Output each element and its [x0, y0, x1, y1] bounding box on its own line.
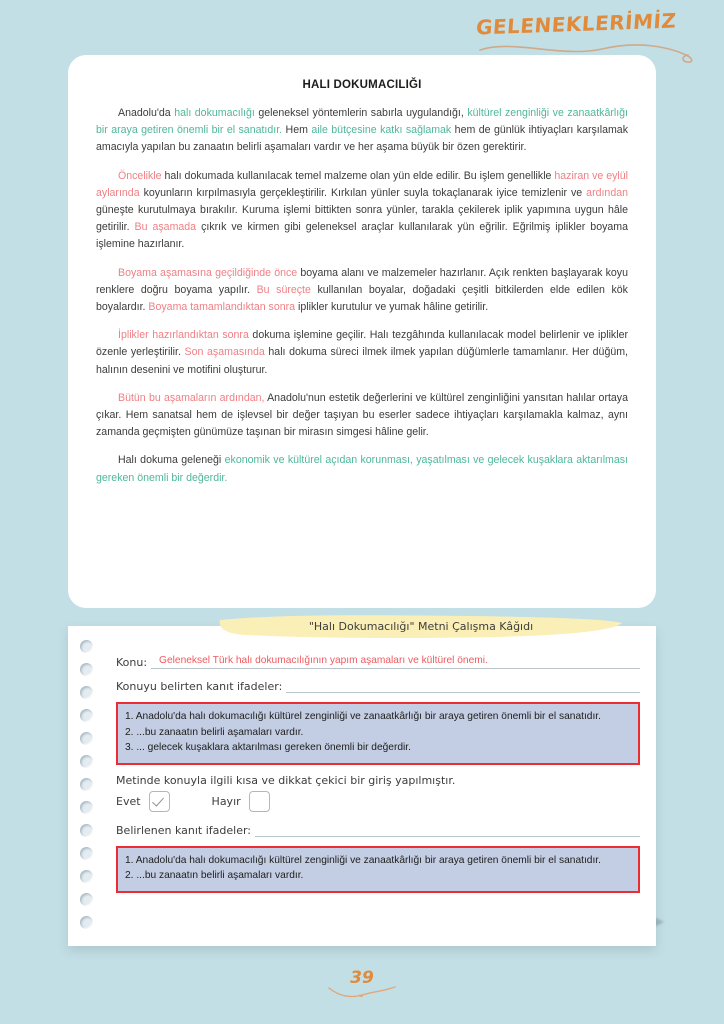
page-footer: [0, 968, 724, 1000]
highlighted-text-red: İplikler hazırlandıktan sonra: [118, 329, 249, 342]
reading-paragraph: [96, 168, 628, 254]
intro-question-checkbox-row: [116, 791, 640, 812]
highlighted-text-green: halı dokumacılığı: [174, 107, 255, 119]
highlighted-text-red: ardından: [586, 186, 628, 199]
binding-hole: [80, 663, 93, 676]
binding-hole: [80, 847, 93, 860]
spiral-binding-holes: [68, 626, 110, 946]
page-title: HALI DOKUMACILIĞI: [302, 79, 422, 91]
body-text: Halı dokuma geleneği: [118, 454, 225, 467]
answer-line: 1. Anadolu'da halı dokumacılığı kültürel zenginliği ve zanaatkârlığı bir araya getiren önemli bir el sanatıdır.: [125, 854, 601, 866]
yes-label: Evet: [116, 794, 141, 808]
body-text: boyama alanı ve malzemeler hazırlanır. Açık renkten başlayarak koyu renklere doğru boyama yapılır.: [96, 266, 628, 296]
answer-line: 2. ...bu zanaatın belirli aşamaları vardır.: [125, 870, 304, 881]
reading-paragraph: [96, 265, 628, 317]
evidence-determined-answer-box[interactable]: [116, 846, 640, 893]
answer-line: 1. Anadolu'da halı dokumacılığı kültürel zenginliği ve zanaatkârlığı bir araya getiren önemli bir el sanatıdır.: [125, 711, 601, 722]
highlighted-text-red: Bu aşamada: [134, 221, 197, 234]
topic-answer-text: Geleneksel Türk halı dokumacılığının yapım aşamaları ve kültürel önemi.: [159, 655, 488, 666]
no-checkbox[interactable]: [249, 791, 270, 812]
topic-input-line[interactable]: [151, 654, 640, 669]
body-text: halı dokuma süreci ilmek ilmek yapılan düğümlerle tamamlanır. Her düğüm, halının desenini ve motifini oluşturur.: [96, 346, 628, 376]
body-text: güneşte kurutulmaya bırakılır. Kuruma işlemi bittikten sonra yünler, tarakla çekilerek iplik yapımına uygun hâle getirilir.: [96, 204, 628, 234]
binding-hole: [80, 755, 93, 768]
body-text: halı dokumada kullanılacak temel malzeme olan yün elde edilir. Bu işlem genellikle: [161, 169, 555, 182]
binding-hole: [80, 824, 93, 837]
binding-hole: [80, 686, 93, 699]
answer-line: 2. ...bu zanaatın belirli aşamaları vardır.: [125, 726, 304, 738]
reading-paragraph: [96, 390, 628, 442]
binding-hole: [80, 801, 93, 814]
body-text: iplikler kurutulur ve yumak hâline getirilir.: [295, 301, 489, 314]
evidence-determined-label-row: [116, 822, 640, 837]
highlighted-text-red: Bu süreçte: [256, 283, 311, 296]
highlighted-text-green: kültürel zenginliği ve zanaatkârlığı bir araya getiren önemli bir el sanatıdır.: [96, 107, 628, 137]
reading-body: [96, 105, 628, 487]
binding-hole: [80, 916, 93, 929]
binding-hole: [80, 709, 93, 722]
highlighted-text-red: Boyama tamamlandıktan sonra: [148, 301, 296, 314]
brand-title: GELENEKLERİMİZ: [474, 8, 677, 40]
highlighted-text-green: ekonomik ve kültürel açıdan korunması, yaşatılması ve gelecek kuşaklara aktarılması gereken önemli bir değerdir.: [96, 454, 629, 484]
answer-line: 3. ... gelecek kuşaklara aktarılması gereken önemli bir değerdir.: [125, 742, 411, 753]
body-text: geleneksel yöntemlerin sabırla uygulandığı,: [254, 107, 468, 119]
no-label: Hayır: [211, 794, 241, 808]
binding-hole: [80, 870, 93, 883]
evidence-determined-input-line[interactable]: [255, 822, 640, 837]
body-text: çıkrık ve kirmen gibi geleneksel araçlar kullanılarak yün eğrilir. Eğrilmiş iplikler boyama işlemine hazırlanır.: [96, 221, 628, 251]
body-text: Anadolu'da: [118, 107, 175, 119]
evidence-topic-answer-box[interactable]: [116, 702, 640, 765]
body-text: Hem: [282, 124, 312, 137]
highlighted-text-red: Boyama aşamasına geçildiğinde önce: [118, 266, 298, 279]
binding-hole: [80, 778, 93, 791]
body-text: Anadolu'nun estetik değerlerini ve kültürel zenginliğini yansıtan halılar ortaya çıkar. Hem sanatsal hem de işlevsel bir değer taşıyan bu eserler sadece ihtiyaçları karşılamakla kalmaz, aynı zamanda geçmişten günümüze taşınan bir mirasın simgesi hâline gelir.: [96, 391, 628, 439]
topic-field-row: [116, 654, 640, 669]
highlighted-text-red: Öncelikle: [118, 169, 162, 182]
reading-paragraph: [96, 105, 628, 157]
page-number: 39: [350, 968, 374, 988]
worksheet-body: [116, 654, 640, 902]
body-text: koyunların kırpılmasıyla gerçekleştirilir. Kırkılan yünler suyla tokaçlanarak iyice temizlenir ve: [139, 186, 587, 199]
body-text: hem de günlük ihtiyaçları karşılamak amacıyla yapılan bu zanaatın belirli aşamaları vardır ve her aşama büyük bir özen gerektirir.: [96, 124, 628, 154]
topic-label: Konu:: [116, 656, 148, 669]
intro-question-statement: Metinde konuyla ilgili kısa ve dikkat çekici bir giriş yapılmıştır.: [116, 773, 456, 787]
body-text: kullanılan boyalar, doğadaki çeşitli bitkilerden elde edilen kök boyalardır.: [96, 283, 628, 314]
binding-hole: [80, 640, 93, 653]
highlighted-text-red: Bütün bu aşamaların ardından,: [118, 391, 265, 404]
reading-paragraph: [96, 452, 628, 486]
highlighted-text-red: Son aşamasında: [184, 346, 265, 359]
reading-text-card: [68, 55, 656, 608]
binding-hole: [80, 732, 93, 745]
yes-checkbox[interactable]: [149, 791, 170, 812]
worksheet-paper: [68, 620, 656, 946]
binding-hole: [80, 893, 93, 906]
evidence-determined-label: Belirlenen kanıt ifadeler:: [116, 823, 252, 837]
evidence-topic-label: Konuyu belirten kanıt ifadeler:: [116, 680, 283, 693]
worksheet-title: "Halı Dokumacılığı" Metni Çalışma Kâğıdı: [308, 620, 534, 633]
reading-paragraph: [96, 327, 628, 379]
evidence-topic-label-row: [116, 678, 640, 693]
body-text: dokuma işlemine geçilir. Halı tezgâhında kullanılacak model belirlenir ve iplikler özenle yerleştirilir.: [96, 329, 629, 359]
highlighted-text-red: haziran ve eylül aylarında: [96, 169, 629, 199]
highlighted-text-green: aile bütçesine katkı sağlamak: [311, 124, 452, 137]
evidence-topic-input-line[interactable]: [286, 678, 640, 693]
